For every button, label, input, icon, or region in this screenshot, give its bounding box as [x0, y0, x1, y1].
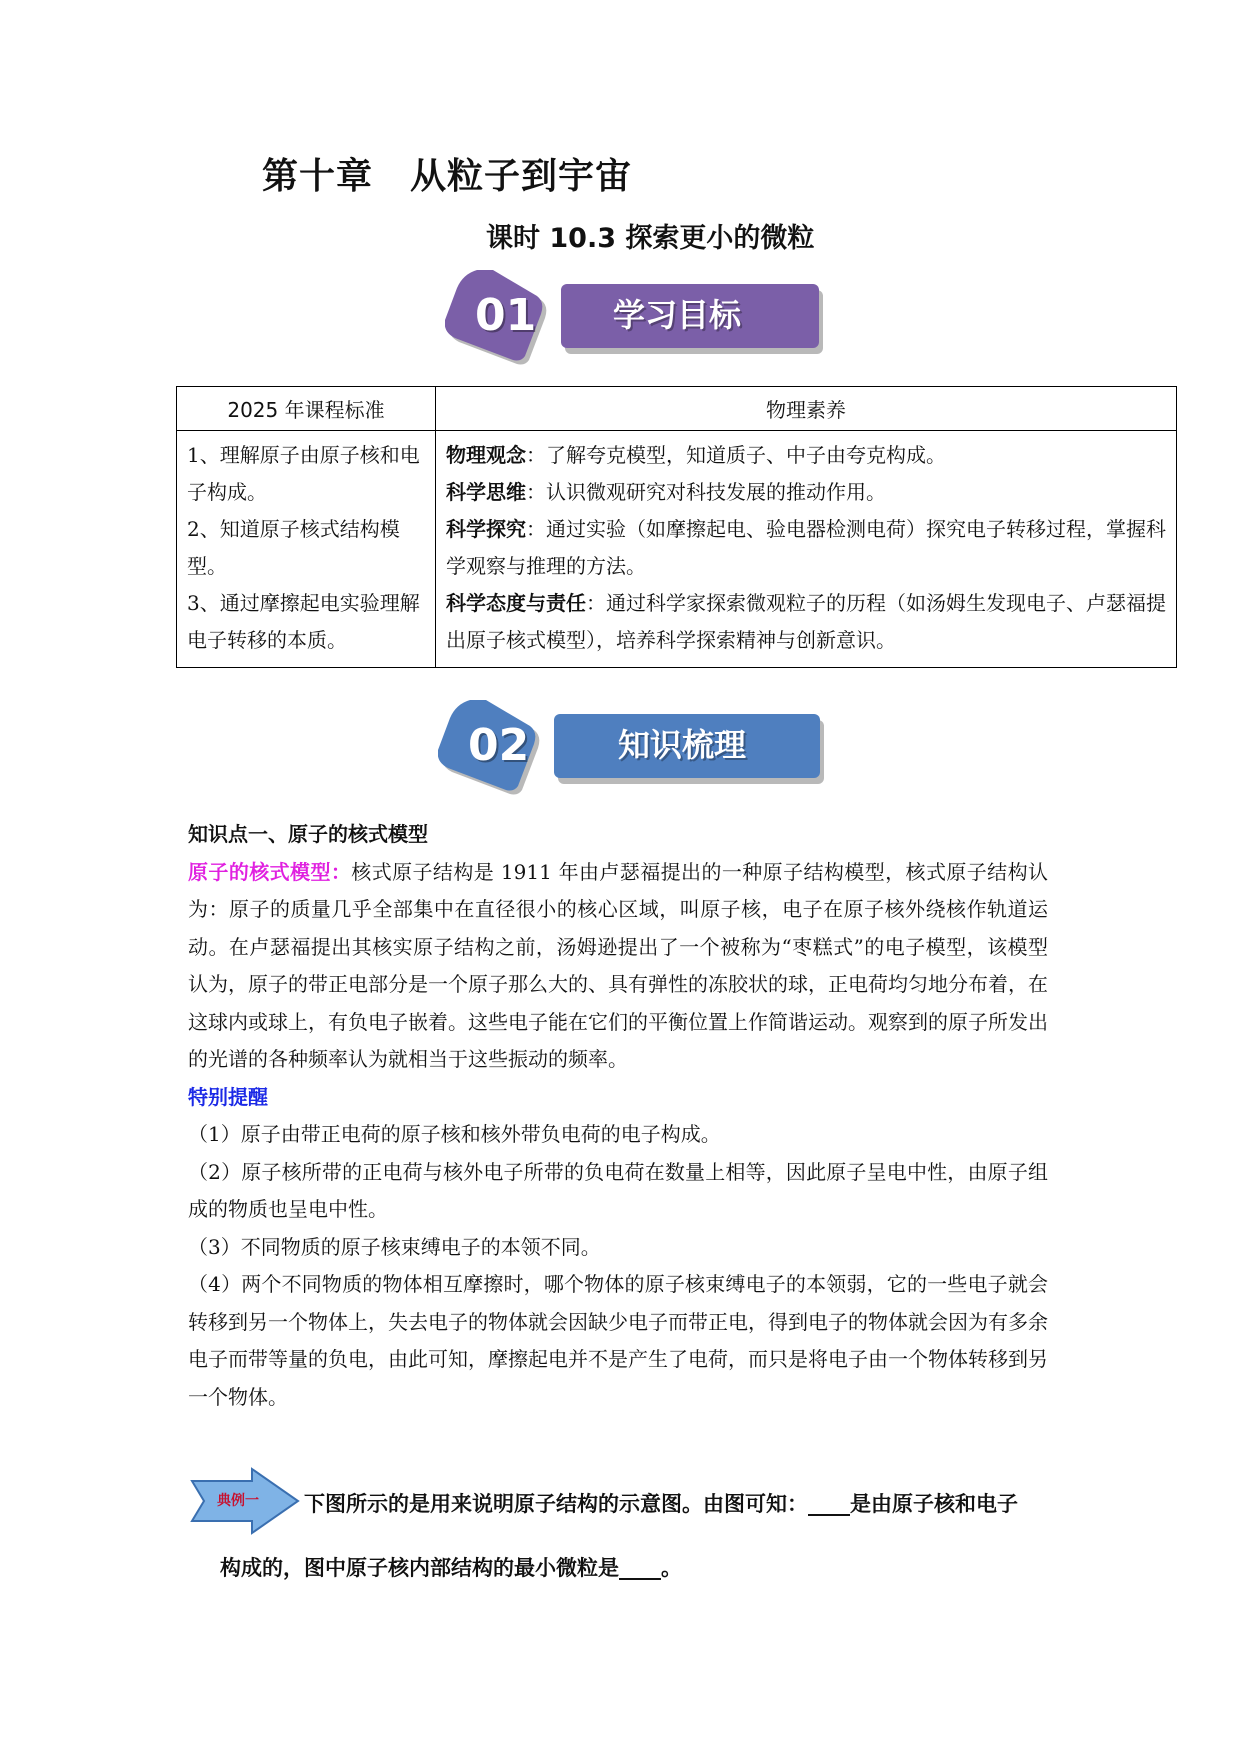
reminder-item: （2）原子核所带的正电荷与核外电子所带的负电荷在数量上相等，因此原子呈电中性，由原子组成的物质也呈电中性。: [188, 1159, 1048, 1221]
literacy-item: [446, 474, 1168, 511]
literacy-item: [446, 585, 1168, 659]
standard-item: 1、理解原子由原子核和电子构成。: [187, 443, 420, 504]
section-banner-knowledge: [438, 700, 828, 800]
knowledge-section: [188, 816, 1048, 1416]
literacy-item: [446, 511, 1168, 585]
section-label: 知识梳理: [618, 726, 747, 764]
literacy-text: ：通过科学家探索微观粒子的历程（如汤姆生发现电子、卢瑟福提出原子核式模型），培养科学探索精神与创新意识。: [446, 591, 1166, 652]
literacy-item: [446, 437, 1168, 474]
lesson-title: 课时 10.3 探索更小的微粒: [486, 223, 815, 254]
section-number: 02: [468, 720, 530, 771]
standard-item: 2、知道原子核式结构模型。: [187, 517, 400, 578]
section-banner-learning-goals: [445, 270, 825, 370]
literacy-text: ：通过实验（如摩擦起电、验电器检测电荷）探究电子转移过程，掌握科学观察与推理的方法。: [446, 517, 1166, 578]
standards-cell: [177, 431, 436, 668]
literacy-label: 科学思维: [446, 480, 526, 504]
model-paragraph: [188, 854, 1048, 1079]
reminder-title: 特别提醒: [188, 1084, 268, 1109]
example-line: 构成的，图中原子核内部结构的最小微粒是____。: [220, 1556, 682, 1580]
reminder-item: （4）两个不同物质的物体相互摩擦时，哪个物体的原子核束缚电子的本领弱，它的一些电子就会转移到另一个物体上，失去电子的物体就会因缺少电子而带正电，得到电子的物体就会因为有多余电子而带等量的负电，由此可知，摩擦起电并不是产生了电荷，而只是将电子由一个物体转移到另一个物体。: [188, 1272, 1048, 1409]
model-label: 原子的核式模型：: [188, 859, 352, 884]
example-line: 下图所示的是用来说明原子结构的示意图。由图可知：____是由原子核和电子: [304, 1492, 1018, 1516]
literacy-label: 物理观念: [446, 443, 526, 467]
literacy-label: 科学探究: [446, 517, 526, 541]
standard-item: 3、通过摩擦起电实验理解电子转移的本质。: [187, 591, 420, 652]
knowledge-point-title: 知识点一、原子的核式模型: [188, 822, 428, 846]
literacy-text: ：认识微观研究对科技发展的推动作用。: [526, 480, 886, 504]
example-tag: 典例一: [217, 1493, 259, 1509]
section-number: 01: [475, 290, 537, 341]
literacy-label: 科学态度与责任: [446, 591, 586, 615]
reminder-item: （1）原子由带正电荷的原子核和核外带负电荷的电子构成。: [188, 1122, 721, 1146]
model-text: 核式原子结构是 1911 年由卢瑟福提出的一种原子结构模型，核式原子结构认为：原子的质量几乎全部集中在直径很小的核心区域，叫原子核，电子在原子核外绕核作轨道运动。在卢瑟福提出其核实原子结构之前，汤姆逊提出了一个被称为“枣糕式”的电子模型，该模型认为，原子的带正电部分是一个原子那么大的、具有弹性的冻胶状的球，正电荷均匀地分布着，在这球内或球上，有负电子嵌着。这些电子能在它们的平衡位置上作简谐运动。观察到的原子所发出的光谱的各种频率认为就相当于这些振动的频率。: [188, 859, 1048, 1071]
table-header-standard: 2025 年课程标准: [177, 387, 436, 431]
literacy-cell: [436, 431, 1177, 668]
chapter-title: 第十章 从粒子到宇宙: [262, 156, 633, 197]
literacy-text: ：了解夸克模型，知道质子、中子由夸克构成。: [526, 443, 946, 467]
reminder-item: （3）不同物质的原子核束缚电子的本领不同。: [188, 1234, 601, 1259]
table-header-literacy: 物理素养: [436, 387, 1177, 431]
section-label: 学习目标: [613, 296, 742, 334]
goals-table: [176, 386, 1177, 668]
